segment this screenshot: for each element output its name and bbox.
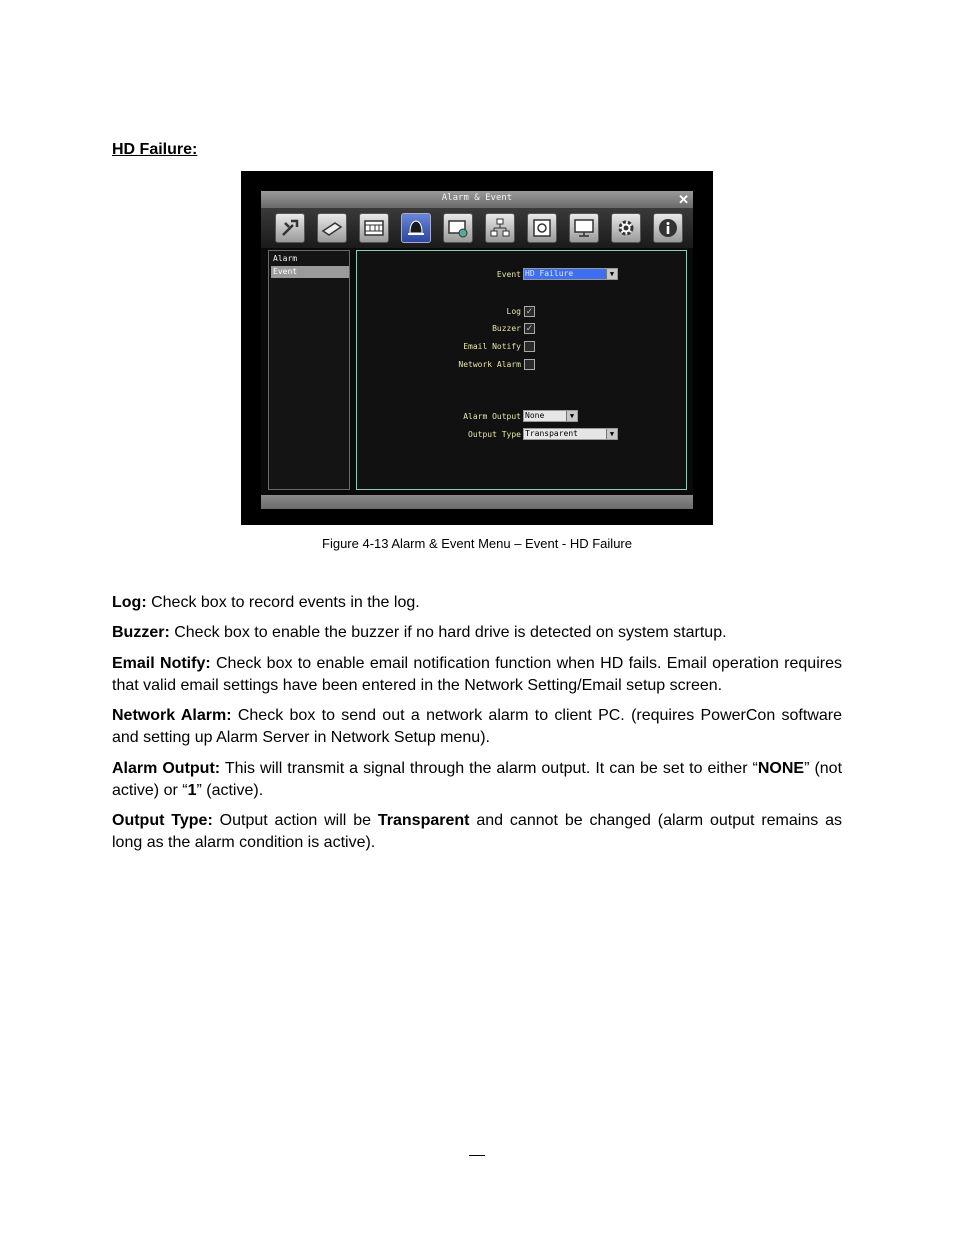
term-output-type: Output Type: [112, 812, 213, 829]
log-label: Log [506, 307, 521, 316]
output-type-dropdown[interactable] [523, 428, 618, 440]
network-alarm-label: Network Alarm [458, 360, 521, 369]
schedule-icon[interactable] [443, 213, 473, 243]
text-alarm-output-c: ” (active). [196, 782, 264, 799]
film-icon[interactable] [359, 213, 389, 243]
value-one: 1 [187, 782, 197, 799]
value-transparent: Transparent [377, 812, 470, 829]
text-output-type-a: Output action will be [212, 812, 378, 829]
close-icon[interactable]: ✕ [678, 192, 689, 207]
network-icon[interactable] [485, 213, 515, 243]
window-titlebar [261, 191, 693, 208]
event-label: Event [496, 270, 521, 279]
toolbar [261, 208, 693, 248]
text-log: Check box to record events in the log. [146, 594, 420, 611]
paragraph-email-notify [112, 653, 842, 697]
dvr-window [261, 191, 693, 509]
check-icon: ✓ [525, 323, 534, 333]
system-gear-icon[interactable] [611, 213, 641, 243]
tools-icon[interactable] [275, 213, 305, 243]
log-checkbox[interactable] [524, 306, 535, 317]
text-email-notify: Check box to enable email notification function when HD fails. Email operation requires that valid email settings have been entered in the Network Setting/Email setup screen. [112, 655, 842, 694]
paragraph-buzzer [112, 622, 842, 644]
page-number-line [469, 1155, 485, 1156]
text-network-alarm: Check box to send out a network alarm to client PC. (requires PowerCon software and setting up Alarm Server in Network Setup menu). [112, 707, 843, 746]
term-log: Log: [112, 594, 147, 611]
side-menu-item-alarm[interactable]: Alarm [273, 254, 298, 263]
term-buzzer: Buzzer: [112, 624, 170, 641]
window-title: Alarm & Event [441, 193, 513, 203]
alarm-output-value: None [525, 411, 545, 420]
settings-panel [356, 250, 687, 490]
buzzer-checkbox[interactable] [524, 323, 535, 334]
buzzer-label: Buzzer [492, 324, 521, 333]
text-alarm-output-b: ” (not active) or “ [112, 760, 843, 799]
event-value: HD Failure [525, 269, 574, 278]
display-icon[interactable] [569, 213, 599, 243]
section-heading: HD Failure: [112, 141, 198, 158]
chevron-down-icon: ▼ [606, 269, 617, 279]
paragraph-output-type [112, 810, 842, 854]
alarm-output-label: Alarm Output [463, 412, 521, 421]
term-email-notify: Email Notify: [112, 655, 211, 672]
record-icon[interactable] [317, 213, 347, 243]
output-type-value: Transparent [525, 429, 578, 438]
info-icon[interactable] [653, 213, 683, 243]
alarm-output-dropdown[interactable] [523, 410, 578, 422]
alarm-bell-icon[interactable] [401, 213, 431, 243]
paragraph-alarm-output [112, 758, 842, 802]
network-alarm-checkbox[interactable] [524, 359, 535, 370]
side-menu-item-event[interactable]: Event [271, 266, 349, 278]
dvr-screenshot [241, 171, 713, 525]
output-type-label: Output Type [468, 430, 521, 439]
text-output-type-b: and cannot be changed (alarm output remains as long as the alarm condition is active). [112, 812, 843, 851]
term-network-alarm: Network Alarm: [112, 707, 232, 724]
email-notify-checkbox[interactable] [524, 341, 535, 352]
term-alarm-output: Alarm Output: [112, 760, 221, 777]
email-notify-label: Email Notify [463, 342, 521, 351]
chevron-down-icon: ▼ [566, 411, 577, 421]
event-dropdown[interactable] [523, 268, 618, 280]
check-icon: ✓ [525, 306, 534, 316]
paragraph-log [112, 592, 842, 614]
side-menu [268, 250, 350, 490]
text-buzzer: Check box to enable the buzzer if no hard drive is detected on system startup. [169, 624, 727, 641]
text-alarm-output-a: This will transmit a signal through the alarm output. It can be set to either “ [220, 760, 758, 777]
chevron-down-icon: ▼ [606, 429, 617, 439]
status-bar [261, 495, 693, 509]
disk-icon[interactable] [527, 213, 557, 243]
paragraph-network-alarm [112, 705, 842, 749]
figure-caption: Figure 4-13 Alarm & Event Menu – Event - HD Failure [322, 536, 632, 551]
value-none: NONE [757, 760, 805, 777]
